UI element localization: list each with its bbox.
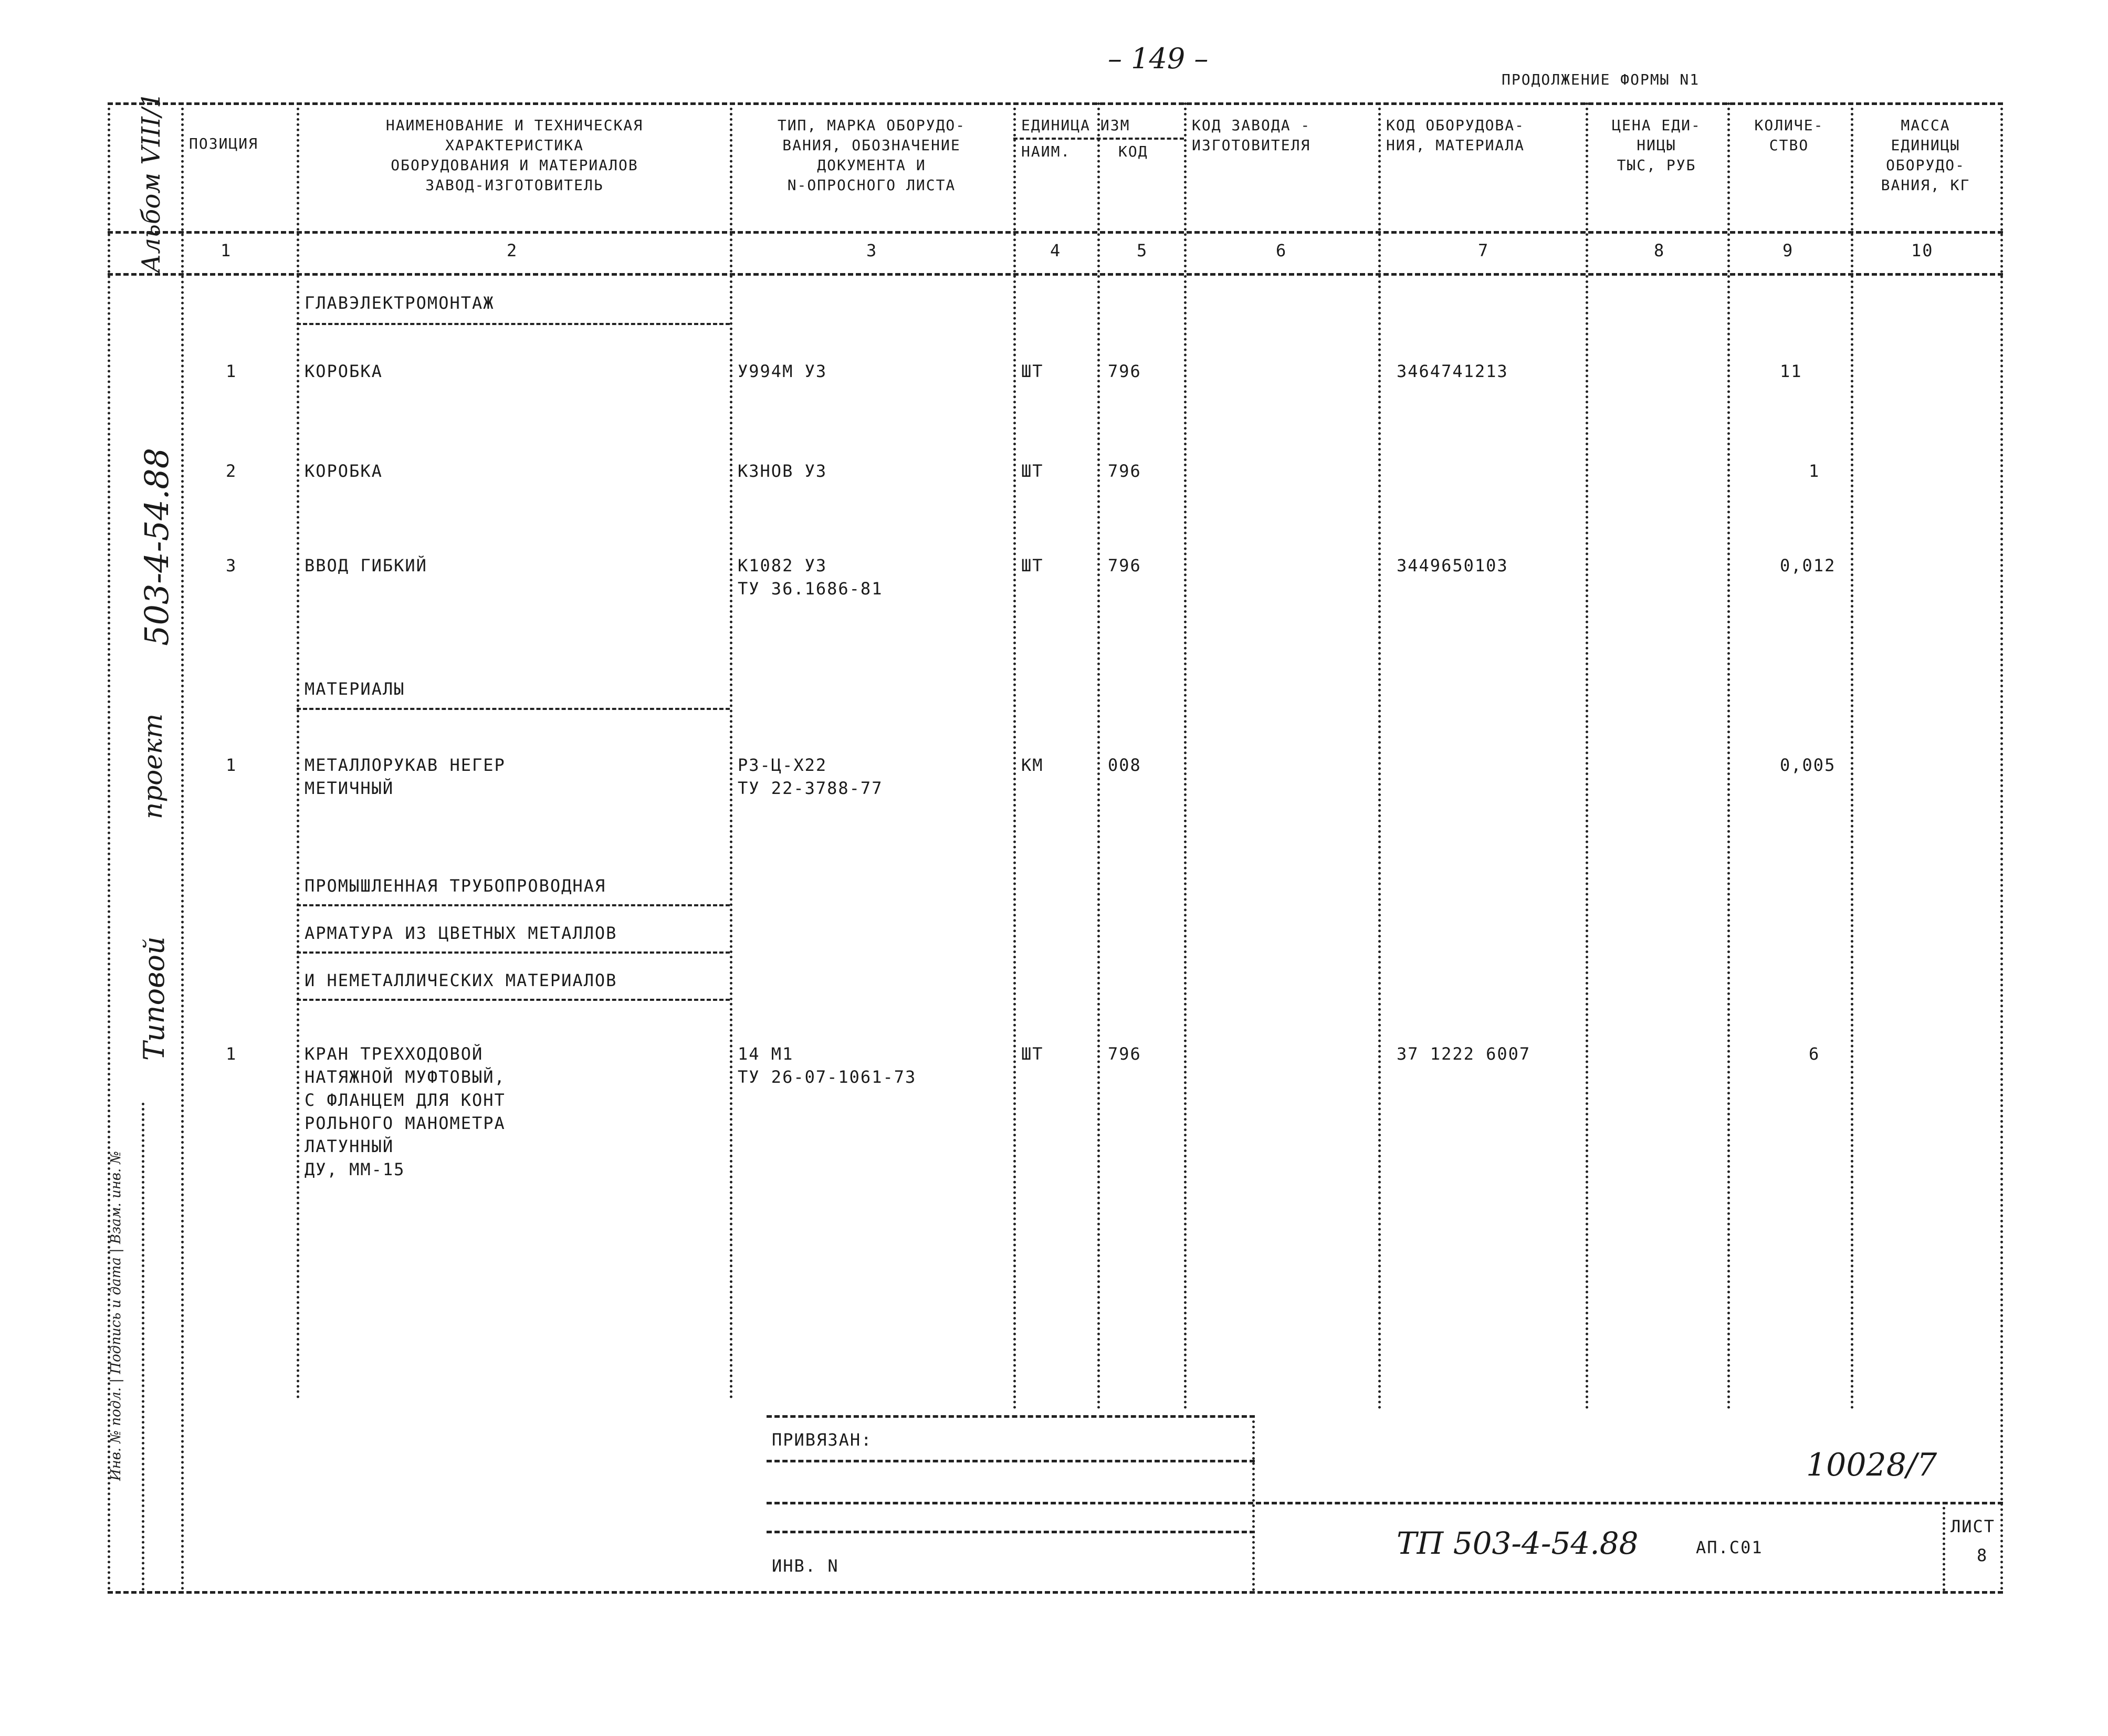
- row-unit: КМ: [1021, 755, 1044, 775]
- stamp-line: [767, 1502, 2003, 1504]
- col-num-2: 2: [507, 240, 518, 260]
- stamp-inv-label: ИНВ. N: [772, 1556, 839, 1576]
- row-unit: ШТ: [1021, 461, 1044, 481]
- row-position: 1: [226, 361, 237, 381]
- page-number: – 149 –: [1108, 42, 1209, 75]
- stamp-left-label: Инв. № подл. | Подпись и дата | Взам. инв. №: [108, 1151, 124, 1481]
- col-num-9: 9: [1782, 240, 1794, 260]
- typical-label: Типовой: [138, 936, 171, 1061]
- row-unit-code: 796: [1108, 1044, 1141, 1064]
- header-col-6: КОД ЗАВОДА - ИЗГОТОВИТЕЛЯ: [1192, 117, 1311, 154]
- stamp-bound-label: ПРИВЯЗАН:: [772, 1430, 873, 1450]
- stamp-top: [767, 1415, 1255, 1418]
- row-name: КОРОБКА: [305, 461, 383, 481]
- row-quantity: 6: [1809, 1044, 1820, 1064]
- continuation-note: ПРОДОЛЖЕНИЕ ФОРМЫ N1: [1502, 71, 1700, 88]
- col-num-1: 1: [221, 240, 232, 260]
- col-sep-2: [297, 102, 299, 1399]
- col-num-5: 5: [1137, 240, 1148, 260]
- header-num-bottom: [108, 273, 2003, 276]
- row-quantity: 0,005: [1780, 755, 1836, 775]
- header-col-5: КОД: [1118, 143, 1148, 160]
- row-type: У994М У3: [738, 361, 827, 381]
- header-col-9: КОЛИЧЕ- СТВО: [1754, 117, 1824, 154]
- row-type: 14 М1 ТУ 26-07-1061-73: [738, 1044, 917, 1087]
- col-sep-9: [1727, 102, 1730, 1410]
- row-name: ВВОД ГИБКИЙ: [305, 556, 427, 576]
- frame-right: [2000, 102, 2003, 1591]
- row-name: КРАН ТРЕХХОДОВОЙ НАТЯЖНОЙ МУФТОВЫЙ, С ФЛАНЦЕМ ДЛЯ КОНТ РОЛЬНОГО МАНОМЕТРА ЛАТУННЫЙ ДУ, ММ-15: [305, 1044, 506, 1179]
- header-col-4: НАИМ.: [1021, 143, 1071, 160]
- row-name: КОРОБКА: [305, 361, 383, 381]
- stamp-line: [767, 1460, 1255, 1462]
- doc-code: ТП 503-4-54.88: [1397, 1525, 1639, 1561]
- section-underline: [297, 323, 730, 325]
- row-unit-code: 796: [1108, 361, 1141, 381]
- header-unit-group: ЕДИНИЦА ИЗМ: [1021, 117, 1130, 134]
- row-type: К3НОВ У3: [738, 461, 827, 481]
- col-sep-8: [1586, 102, 1588, 1410]
- header-col-7: КОД ОБОРУДОВА- НИЯ, МАТЕРИАЛА: [1386, 117, 1525, 154]
- col-num-6: 6: [1276, 240, 1287, 260]
- frame-top: [108, 102, 2003, 105]
- col-num-7: 7: [1478, 240, 1490, 260]
- row-position: 2: [226, 461, 237, 481]
- row-unit: ШТ: [1021, 1044, 1044, 1064]
- col-sep-4: [1013, 102, 1016, 1410]
- sheet-number: 8: [1977, 1545, 1988, 1565]
- sheet-box-left: [1943, 1502, 1945, 1591]
- row-position: 1: [226, 1044, 237, 1064]
- frame-bottom: [108, 1591, 2003, 1594]
- row-unit-code: 796: [1108, 556, 1141, 576]
- project-code-label: 503-4-54.88: [138, 447, 176, 646]
- row-equip-code: 3449650103: [1397, 556, 1508, 576]
- header-bottom: [108, 231, 2003, 234]
- row-unit: ШТ: [1021, 556, 1044, 576]
- section-title-line-3: И НЕМЕТАЛЛИЧЕСКИХ МАТЕРИАЛОВ: [305, 970, 617, 990]
- col-sep-3: [730, 102, 732, 1399]
- section-title: МАТЕРИАЛЫ: [305, 679, 405, 699]
- col-sep-6: [1184, 102, 1187, 1410]
- row-unit-code: 796: [1108, 461, 1141, 481]
- sheet-label: ЛИСТ: [1950, 1517, 1996, 1536]
- section-underline: [297, 951, 730, 954]
- section-underline: [297, 999, 730, 1001]
- row-quantity: 0,012: [1780, 556, 1836, 576]
- col-sep-7: [1378, 102, 1381, 1410]
- album-code: АП.С01: [1696, 1538, 1763, 1557]
- section-title: ГЛАВЭЛЕКТРОМОНТАЖ: [305, 293, 495, 313]
- col-num-3: 3: [866, 240, 878, 260]
- stamp-left-divider: [142, 1103, 144, 1591]
- section-underline: [297, 904, 730, 906]
- frame-left-inner: [181, 102, 184, 1591]
- header-col-8: ЦЕНА ЕДИ- НИЦЫ ТЫС, РУБ: [1612, 117, 1701, 174]
- frame-left: [108, 102, 110, 1591]
- header-unit-divider: [1013, 138, 1184, 140]
- col-sep-5: [1097, 102, 1100, 1410]
- row-name: МЕТАЛЛОРУКАВ НЕГЕР МЕТИЧНЫЙ: [305, 755, 506, 798]
- stamp-line: [767, 1531, 1255, 1533]
- row-position: 3: [226, 556, 237, 576]
- row-equip-code: 3464741213: [1397, 361, 1508, 381]
- row-quantity: 11: [1780, 361, 1802, 381]
- section-title-line-2: АРМАТУРА ИЗ ЦВЕТНЫХ МЕТАЛЛОВ: [305, 923, 617, 943]
- project-label: проект: [138, 713, 168, 819]
- section-title: ПРОМЫШЛЕННАЯ ТРУБОПРОВОДНАЯ: [305, 876, 606, 896]
- row-type: Р3-Ц-Х22 ТУ 22-3788-77: [738, 755, 883, 798]
- header-col-10: МАССА ЕДИНИЦЫ ОБОРУДО- ВАНИЯ, КГ: [1881, 117, 1970, 194]
- col-num-8: 8: [1654, 240, 1665, 260]
- header-col-2: НАИМЕНОВАНИЕ И ТЕХНИЧЕСКАЯ ХАРАКТЕРИСТИКА ОБОРУДОВАНИЯ И МАТЕРИАЛОВ ЗАВОД-ИЗГОТОВИТЕЛЬ: [385, 117, 644, 194]
- col-num-10: 10: [1911, 240, 1934, 260]
- section-underline: [297, 708, 730, 710]
- handwritten-number: 10028/7: [1806, 1447, 1937, 1483]
- row-type: К1082 У3 ТУ 36.1686-81: [738, 556, 883, 599]
- col-num-4: 4: [1050, 240, 1062, 260]
- header-col-3: ТИП, МАРКА ОБОРУДО- ВАНИЯ, ОБОЗНАЧЕНИЕ ДОКУМЕНТА И N-ОПРОСНОГО ЛИСТА: [777, 117, 966, 194]
- col-sep-10: [1851, 102, 1853, 1410]
- row-unit-code: 008: [1108, 755, 1141, 775]
- row-equip-code: 37 1222 6007: [1397, 1044, 1531, 1064]
- album-label: Альбом VIII/1: [137, 92, 166, 273]
- header-col-1: ПОЗИЦИЯ: [189, 135, 259, 152]
- row-position: 1: [226, 755, 237, 775]
- row-unit: ШТ: [1021, 361, 1044, 381]
- row-quantity: 1: [1809, 461, 1820, 481]
